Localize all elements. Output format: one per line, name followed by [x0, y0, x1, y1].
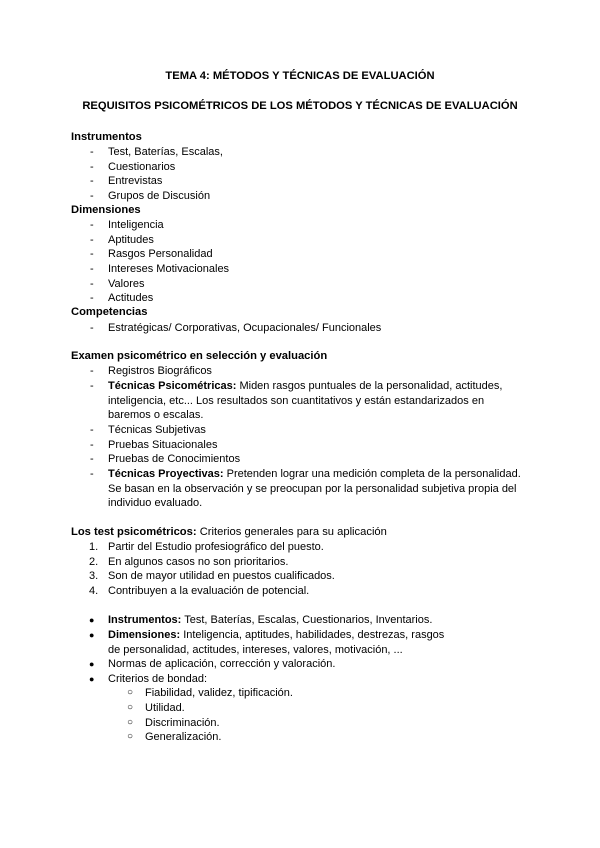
dash-marker: -: [90, 234, 94, 246]
list-number: 4.: [89, 585, 99, 597]
bullet-marker: ●: [89, 659, 95, 669]
list-item: Inteligencia: [108, 219, 164, 231]
dash-marker: -: [90, 439, 94, 451]
numbered-item: Contribuyen a la evaluación de potencial.: [108, 585, 310, 597]
list-item: Pruebas de Conocimientos: [108, 453, 241, 465]
list-item-tecnicas-proyectivas: [108, 467, 523, 511]
dash-marker: -: [90, 424, 94, 436]
sub-bullet-item: Utilidad.: [145, 702, 185, 714]
dash-marker: -: [90, 292, 94, 304]
document-subtitle: REQUISITOS PSICOMÉTRICOS DE LOS MÉTODOS Y TÉCNICAS DE EVALUACIÓN: [82, 100, 518, 112]
dash-marker: -: [90, 453, 94, 465]
section-heading-dimensiones: Dimensiones: [71, 204, 141, 216]
bullet-marker: ●: [89, 630, 95, 640]
dash-marker: -: [90, 263, 94, 275]
list-item: Aptitudes: [108, 234, 154, 246]
dash-marker: -: [90, 322, 94, 334]
dash-marker: -: [90, 161, 94, 173]
bullet-marker: ●: [89, 674, 95, 684]
list-number: 1.: [89, 541, 99, 553]
section-heading-instrumentos: Instrumentos: [71, 131, 142, 143]
dash-marker: -: [90, 146, 94, 158]
term-description: Inteligencia, aptitudes, habilidades, destrezas, rasgos de personalidad, actitudes, intereses, valores, motivación, ...: [108, 629, 445, 656]
term-label: Dimensiones:: [108, 629, 181, 641]
heading-bold: Los test psicométricos:: [71, 526, 197, 538]
list-number: 2.: [89, 556, 99, 568]
dash-marker: -: [90, 380, 94, 392]
circle-marker: ○: [127, 702, 134, 713]
list-item: Valores: [108, 278, 145, 290]
circle-marker: ○: [127, 717, 134, 728]
section-heading-competencias: Competencias: [71, 306, 148, 318]
numbered-item: Son de mayor utilidad en puestos cualificados.: [108, 570, 335, 582]
dash-marker: -: [90, 278, 94, 290]
bullet-marker: ●: [89, 615, 95, 625]
term-description: Miden rasgos puntuales de la personalidad, actitudes, inteligencia, etc... Los resultados son cuantitativos y están estandarizados en baremos o escalas.: [108, 380, 503, 422]
list-item: Intereses Motivacionales: [108, 263, 230, 275]
term-label: Técnicas Proyectivas:: [108, 468, 224, 480]
term-description: Test, Baterías, Escalas, Cuestionarios, Inventarios.: [181, 614, 433, 626]
bullet-item: Criterios de bondad:: [108, 673, 208, 685]
list-item: Técnicas Subjetivas: [108, 424, 206, 436]
sub-bullet-item: Discriminación.: [145, 717, 220, 729]
list-item-tecnicas-psicometricas: [108, 379, 523, 423]
sub-bullet-item: Fiabilidad, validez, tipificación.: [145, 687, 293, 699]
section-heading-examen: Examen psicométrico en selección y evaluación: [71, 350, 328, 362]
list-number: 3.: [89, 570, 99, 582]
circle-marker: ○: [127, 687, 134, 698]
circle-marker: ○: [127, 731, 134, 742]
list-item: Grupos de Discusión: [108, 190, 211, 202]
dash-marker: -: [90, 219, 94, 231]
dash-marker: -: [90, 365, 94, 377]
list-item: Estratégicas/ Corporativas, Ocupacionales/ Funcionales: [108, 322, 382, 334]
term-description: Pretenden lograr una medición completa de la personalidad. Se basan en la observación y se preocupan por la personalidad subjetiva propia del individuo evaluado.: [108, 468, 521, 510]
bullet-item: Normas de aplicación, corrección y valoración.: [108, 658, 336, 670]
sub-bullet-item: Generalización.: [145, 731, 222, 743]
list-item: Test, Baterías, Escalas,: [108, 146, 223, 158]
list-item: Cuestionarios: [108, 161, 176, 173]
list-item: Rasgos Personalidad: [108, 248, 213, 260]
bullet-item-instrumentos: [108, 613, 432, 628]
numbered-item: Partir del Estudio profesiográfico del puesto.: [108, 541, 324, 553]
section-heading-test: [71, 526, 387, 538]
dash-marker: -: [90, 190, 94, 202]
numbered-item: En algunos casos no son prioritarios.: [108, 556, 289, 568]
document-title: TEMA 4: MÉTODOS Y TÉCNICAS DE EVALUACIÓN: [165, 70, 435, 82]
list-item: Pruebas Situacionales: [108, 439, 218, 451]
heading-text: Criterios generales para su aplicación: [196, 526, 387, 538]
term-label: Instrumentos:: [108, 614, 182, 626]
list-item: Registros Biográficos: [108, 365, 212, 377]
dash-marker: -: [90, 468, 94, 480]
list-item: Actitudes: [108, 292, 154, 304]
list-item: Entrevistas: [108, 175, 163, 187]
bullet-item-dimensiones: [108, 628, 448, 657]
dash-marker: -: [90, 248, 94, 260]
term-label: Técnicas Psicométricas:: [108, 380, 237, 392]
dash-marker: -: [90, 175, 94, 187]
